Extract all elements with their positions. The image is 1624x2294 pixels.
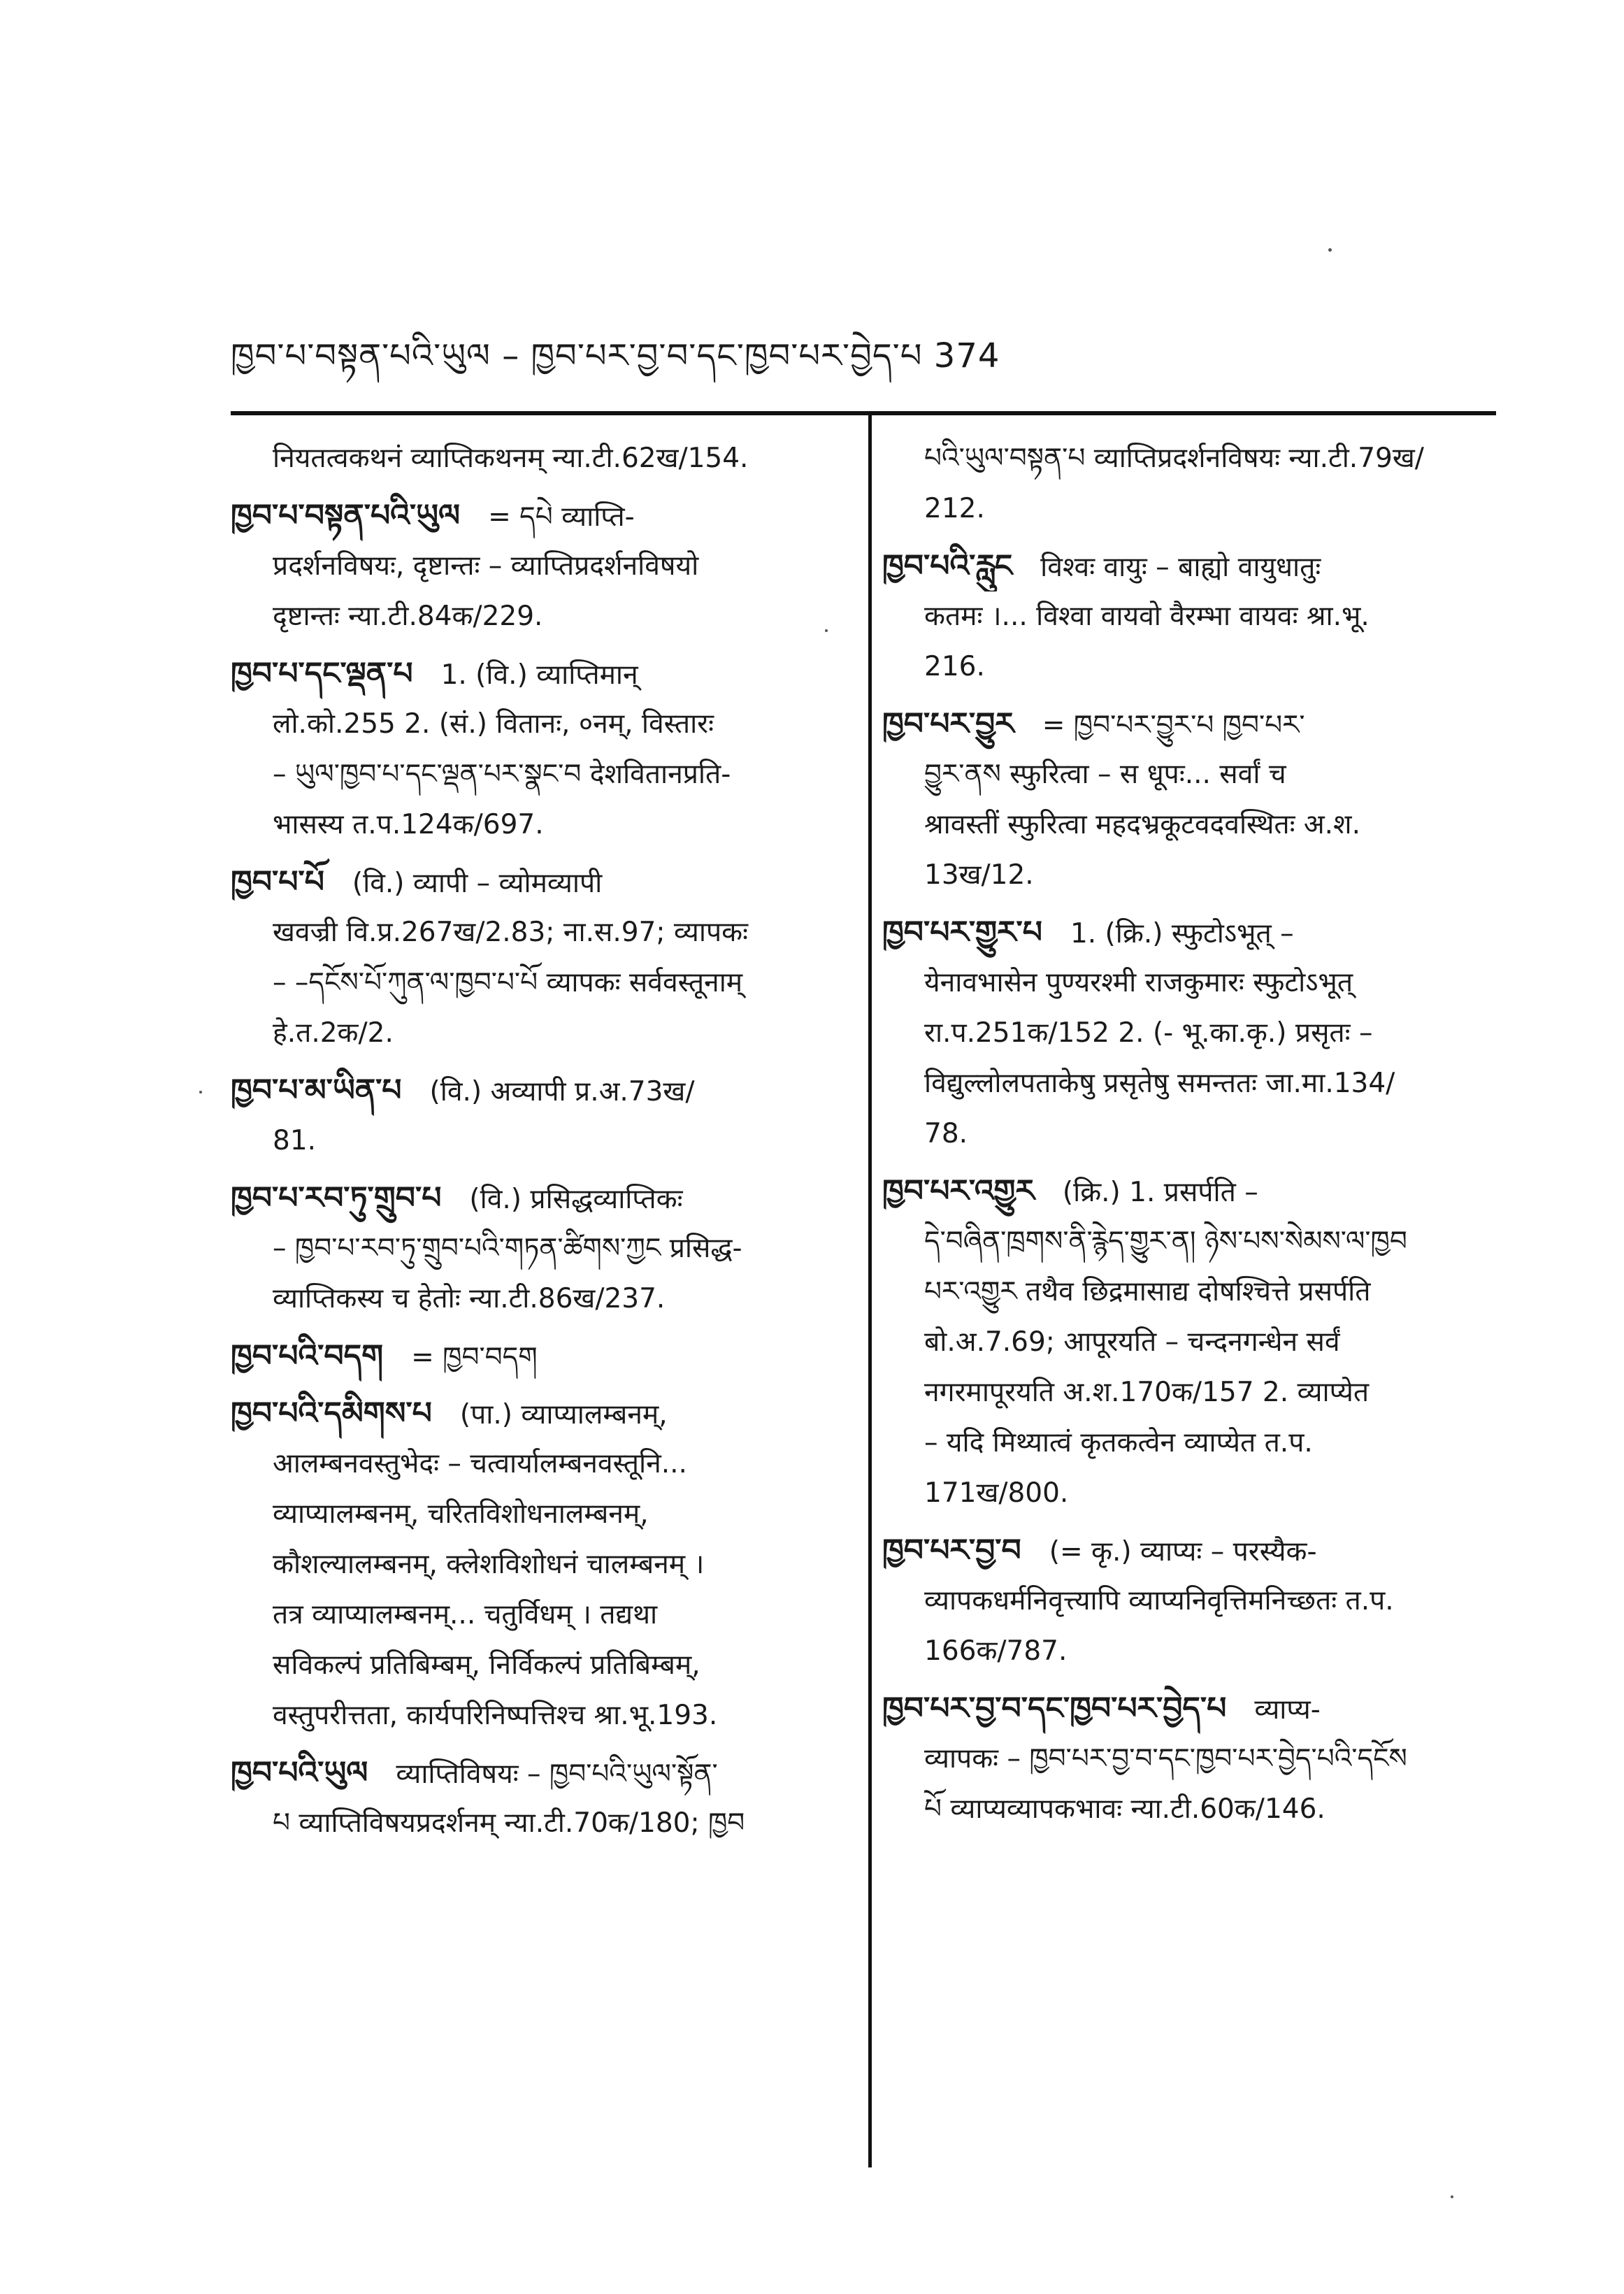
line-text: – –དངོས་པོ་ཀུན་ལ་ཁྱབ་པ་པོ व्यापकः सर्ववस्तूनाम् [273, 967, 743, 998]
definition-line [231, 592, 846, 642]
line-text: प्रदर्शनविषयः, दृष्टान्तः – व्याप्तिप्रदर्शनविषयो [273, 550, 699, 582]
entry-line [231, 1748, 846, 1798]
line-text: 78. [924, 1118, 968, 1149]
scan-speck [1328, 248, 1332, 252]
definition-line [882, 433, 1497, 484]
line-text: 81. [273, 1125, 317, 1156]
line-text: भासस्य त.प.124क/697. [273, 809, 544, 840]
definition-line [882, 1626, 1497, 1677]
line-text: विद्युल्लोलपताकेषु प्रसृतेषु समन्ततः जा.मा.134/ [924, 1068, 1395, 1099]
definition-line [231, 1640, 846, 1691]
line-text: – यदि मिथ्यात्वं कृतकत्वेन व्याप्येत त.प. [924, 1427, 1313, 1458]
definition-line [231, 908, 846, 958]
headword: ཁྱབ་པ་མ་ཡིན་པ [231, 1073, 402, 1108]
definition-line [882, 958, 1497, 1008]
line-text: नियतत्वकथनं व्याप्तिकथनम् न्या.टी.62ख/154. [273, 443, 749, 474]
definition-line [882, 1059, 1497, 1109]
scan-speck [1451, 2195, 1453, 2198]
definition-line [882, 1418, 1497, 1468]
definition-line [231, 1439, 846, 1489]
line-text: པར་འགྱུར तथैव छिद्रमासाद्य दोषश्चित्ते प्रसर्पति [924, 1276, 1371, 1307]
line-text: कतमः ।... विश्वा वायवो वैरम्भा वायवः श्रा.भू. [924, 601, 1370, 632]
definition-line [882, 800, 1497, 850]
page-header [231, 318, 1000, 413]
line-text: व्यापकः – ཁྱབ་པར་བྱ་བ་དང་ཁྱབ་པར་བྱེད་པའི་དངོས [924, 1743, 1407, 1775]
definition-line [231, 1224, 846, 1274]
right-column [882, 433, 1497, 1835]
definition-line [882, 1109, 1497, 1159]
line-text: (पा.) व्याप्यालम्बनम्, [459, 1399, 668, 1431]
running-title: ཁྱབ་པ་བསྟན་པའི་ཡུལ – ཁྱབ་པར་བྱ་བ་དང་ཁྱབ་པར་བྱེད་པ [231, 336, 923, 375]
line-text: = ཁྱབ་བདག [411, 1342, 538, 1373]
entry-line [882, 699, 1497, 750]
headword: ཁྱབ་པའི་དམིགས་པ [231, 1396, 432, 1431]
headword: ཁྱབ་པའི་རླུང [882, 548, 1013, 584]
headword: ཁྱབ་པ་པོ [231, 864, 324, 900]
definition-line [231, 1798, 846, 1849]
definition-line [882, 1576, 1497, 1626]
definition-line [882, 592, 1497, 642]
headword: ཁྱབ་པ་རབ་ཏུ་གྲུབ་པ [231, 1180, 442, 1216]
line-text: सविकल्पं प्रतिबिम्बम्, निर्विकल्पं प्रतिबिम्बम्, [273, 1649, 700, 1681]
entry-line [882, 1166, 1497, 1217]
definition-line [231, 433, 846, 484]
headword: ཁྱབ་པ་དང་ལྡན་པ [231, 656, 413, 691]
definition-line [882, 1217, 1497, 1267]
line-text: པོ व्याप्यव्यापकभावः न्या.टी.60क/146. [924, 1793, 1325, 1825]
line-text: खवज्री वि.प्र.267ख/2.83; ना.स.97; व्यापकः [273, 917, 748, 948]
entry-line [882, 541, 1497, 592]
entry-line [231, 857, 846, 908]
headword: ཁྱབ་པར་བྱུར [882, 706, 1014, 742]
definition-line [882, 1317, 1497, 1368]
line-text: हे.त.2क/2. [273, 1017, 394, 1049]
definition-line [882, 642, 1497, 692]
line-text: व्याप्य- [1254, 1694, 1321, 1726]
left-column [231, 433, 846, 1849]
line-text: आलम्बनवस्तुभेदः – चत्वार्यालम्बनवस्तूनि... [273, 1448, 687, 1479]
line-text: (वि.) प्रसिद्धव्याप्तिकः [469, 1184, 683, 1215]
line-text: व्यापकधर्मनिवृत्त्यापि व्याप्यनिवृत्तिमनिच्छतः त.प. [924, 1585, 1394, 1616]
definition-line [882, 484, 1497, 534]
entry-line [231, 1331, 846, 1382]
line-text: व्याप्यालम्बनम्, चरितविशोधनालम्बनम्, [273, 1498, 649, 1530]
headword: ཁྱབ་པར་བྱ་བ་དང་ཁྱབ་པར་བྱེད་པ [882, 1691, 1227, 1726]
definition-line [882, 1734, 1497, 1784]
line-text: लो.को.255 2. (सं.) वितानः, ०नम्, विस्तारः [273, 708, 714, 740]
line-text: (क्रि.) 1. प्रसर्पति – [1062, 1177, 1258, 1208]
headword: ཁྱབ་པར་བྱ་བ [882, 1533, 1021, 1568]
line-text: 166क/787. [924, 1635, 1068, 1667]
headword: ཁྱབ་པར་གྱུར་པ [882, 915, 1042, 950]
line-text: विश्वः वायुः – बाह्यो वायुधातुः [1040, 552, 1321, 583]
scan-speck [199, 1091, 202, 1094]
definition-line [882, 750, 1497, 800]
headword: ཁྱབ་པའི་བདག [231, 1338, 384, 1374]
line-text: तत्र व्याप्यालम्बनम्... चतुर्विधम् । तद्यथा [273, 1599, 658, 1630]
entry-line [882, 1526, 1497, 1576]
column-divider [868, 413, 872, 2167]
definition-line [882, 850, 1497, 901]
header-rule [231, 411, 1496, 415]
definition-line [882, 1368, 1497, 1418]
line-text: 13ख/12. [924, 859, 1034, 891]
definition-line [882, 1267, 1497, 1317]
line-text: = ཁྱབ་པར་བྱུར་པ ཁྱབ་པར་ [1042, 710, 1305, 741]
headword: ཁྱབ་པའི་ཡུལ [231, 1755, 368, 1791]
definition-line [231, 1489, 846, 1540]
line-text: दृष्टान्तः न्या.टी.84क/229. [273, 601, 543, 632]
page-number: 374 [933, 336, 1000, 375]
line-text: – ཁྱབ་པ་རབ་ཏུ་གྲུབ་པའི་གཏན་ཚིགས་ཀྱང प्रसिद्ध- [273, 1233, 742, 1264]
scan-speck [825, 629, 828, 632]
entry-line [231, 649, 846, 699]
headword: ཁྱབ་པར་འགྱུར [882, 1173, 1035, 1209]
definition-line [231, 1274, 846, 1324]
entry-line [231, 1389, 846, 1439]
line-text: वस्तुपरीत्तता, कार्यपरिनिष्पत्तिश्च श्रा.भू.193. [273, 1700, 718, 1731]
entry-line [231, 1173, 846, 1224]
definition-line [231, 1590, 846, 1640]
definition-line [231, 699, 846, 750]
definition-line [882, 1468, 1497, 1519]
line-text: कौशल्यालम्बनम्, क्लेशविशोधनं चालम्बनम् । [273, 1549, 705, 1580]
definition-line [231, 1691, 846, 1741]
line-text: व्याप्तिकस्य च हेतोः न्या.टी.86ख/237. [273, 1283, 666, 1314]
definition-line [231, 1008, 846, 1059]
definition-line [231, 750, 846, 800]
line-text: (वि.) अव्यापी प्र.अ.73ख/ [429, 1076, 695, 1107]
line-text: – ཡུལ་ཁྱབ་པ་དང་ལྡན་པར་སྣང་བ देशवितानप्रति- [273, 759, 731, 790]
line-text: 1. (वि.) व्याप्तिमान् [440, 659, 638, 691]
entry-line [882, 908, 1497, 958]
line-text: དེ་བཞིན་ཁྲགས་ནི་རྙེད་གྱུར་ན། ཉེས་པས་སེམས་ལ་ཁྱབ [924, 1226, 1407, 1257]
definition-line [231, 1540, 846, 1590]
line-text: པ व्याप्तिविषयप्रदर्शनम् न्या.टी.70क/180; ཁྱབ [273, 1807, 745, 1839]
line-text: येनावभासेन पुण्यरश्मी राजकुमारः स्फुटोऽभूत् [924, 967, 1353, 998]
definition-line [882, 1784, 1497, 1835]
definition-line [231, 958, 846, 1008]
definition-line [231, 800, 846, 850]
definition-line [231, 541, 846, 592]
line-text: པའི་ཡུལ་བསྟན་པ व्याप्तिप्रदर्शनविषयः न्या.टी.79ख/ [924, 443, 1424, 474]
line-text: (वि.) व्यापी – व्योमव्यापी [352, 868, 603, 899]
line-text: བྱུར་ནས स्फुरित्वा – स धूपः... सर्वां च [924, 759, 1286, 790]
headword: ཁྱབ་པ་བསྟན་པའི་ཡུལ [231, 498, 461, 533]
entry-line [882, 1684, 1497, 1734]
line-text: श्रावस्तीं स्फुरित्वा महदभ्रकूटवदवस्थितः अ.श. [924, 809, 1360, 840]
line-text: 216. [924, 651, 985, 682]
definition-line [882, 1008, 1497, 1059]
definition-line [231, 1116, 846, 1166]
line-text: 1. (क्रि.) स्फुटोऽभूत् – [1070, 918, 1294, 949]
line-text: 212. [924, 493, 985, 524]
line-text: = དཔེ व्याप्ति- [488, 501, 635, 533]
line-text: रा.प.251क/152 2. (- भू.का.कृ.) प्रसृतः – [924, 1017, 1373, 1049]
line-text: बो.अ.7.69; आपूरयति – चन्दनगन्धेन सर्वं [924, 1326, 1340, 1358]
line-text: 171ख/800. [924, 1477, 1069, 1509]
line-text: (= कृ.) व्याप्यः – परस्यैक- [1049, 1536, 1317, 1568]
line-text: नगरमापूरयति अ.श.170क/157 2. व्याप्येत [924, 1377, 1370, 1408]
entry-line [231, 1066, 846, 1116]
line-text: व्याप्तिविषयः – ཁྱབ་པའི་ཡུལ་སྟོན་ [396, 1758, 718, 1790]
entry-line [231, 491, 846, 541]
